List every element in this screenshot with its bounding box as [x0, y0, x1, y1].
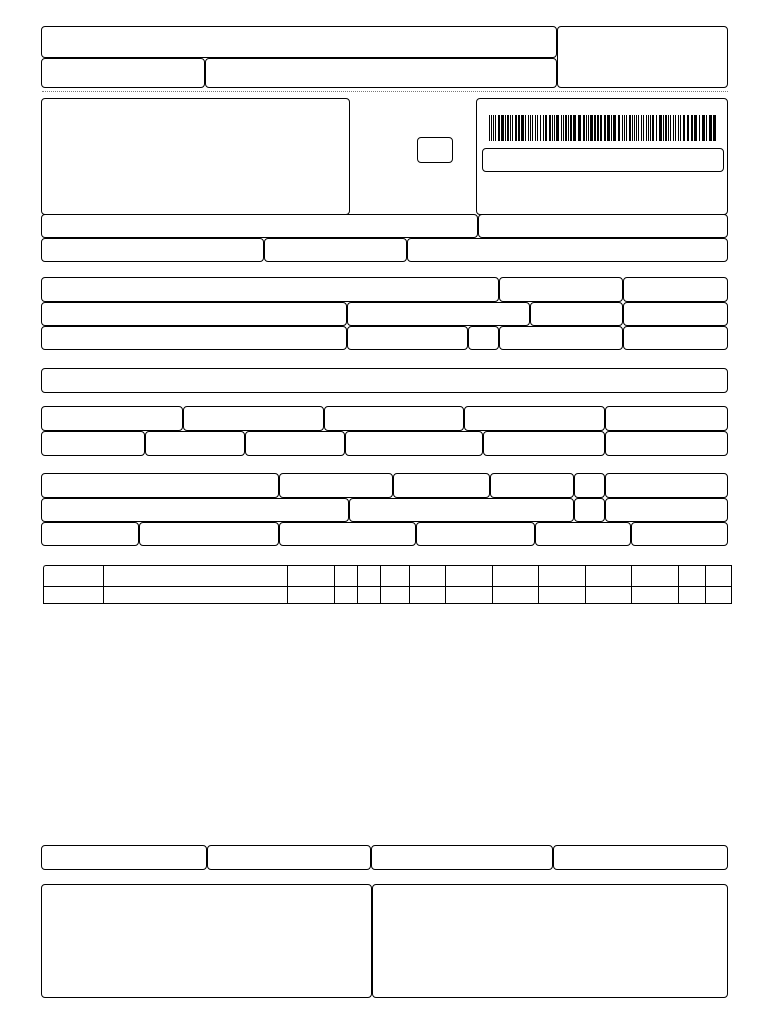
carrier-address-field [41, 498, 349, 522]
tax-base-field [41, 406, 183, 431]
items-table-header-cell [380, 565, 409, 586]
access-key-field [482, 148, 724, 172]
items-table-header-cell [103, 565, 287, 586]
carrier-tax-id-field [605, 473, 728, 498]
recipient-tax-id-field [499, 277, 623, 302]
antt-code-field [393, 473, 490, 498]
billing-field [41, 368, 728, 393]
items-table-cell [678, 586, 705, 603]
carrier-name-field [41, 473, 279, 498]
volume-brand-field [279, 522, 416, 546]
items-table-cell [380, 586, 409, 603]
tax-value-field [183, 406, 324, 431]
items-table-cell [538, 586, 585, 603]
invoice-total-field [605, 431, 728, 456]
items-table-header-cell [705, 565, 732, 586]
entry-exit-indicator-box [417, 137, 453, 163]
items-table-header-cell [334, 565, 357, 586]
freight-mode-field [279, 473, 393, 498]
discount-field [245, 431, 345, 456]
volume-species-field [139, 522, 279, 546]
fiscal-reserve-box [372, 884, 728, 998]
issue-date-field [623, 277, 728, 302]
header-field-number [557, 26, 728, 88]
recipient-name-field [41, 277, 499, 302]
complementary-info-box [41, 884, 372, 998]
items-table-header-cell [585, 565, 631, 586]
items-table [43, 565, 732, 605]
items-table-cell [43, 586, 103, 603]
other-expenses-field [345, 431, 483, 456]
items-table-header-cell [678, 565, 705, 586]
items-table-header-cell [43, 565, 103, 586]
cut-line-separator [42, 91, 728, 92]
items-table-header-cell [445, 565, 492, 586]
items-table-cell [409, 586, 445, 603]
exit-date-field [623, 302, 728, 326]
vehicle-plate-field [490, 473, 574, 498]
items-table-header-cell [409, 565, 445, 586]
cnpj-field [407, 238, 728, 262]
header-field-date [41, 58, 205, 88]
district-field [347, 302, 530, 326]
state-field [468, 326, 499, 350]
items-table-cell [705, 586, 732, 603]
items-table-cell [357, 586, 380, 603]
items-table-cell [631, 586, 678, 603]
postal-code-field [530, 302, 623, 326]
services-total-field [207, 845, 371, 870]
issqn-value-field [553, 845, 728, 870]
state-registration-field [41, 238, 264, 262]
items-table-header-cell [538, 565, 585, 586]
city-field [41, 326, 347, 350]
nature-of-operation-field [41, 214, 478, 238]
protocol-field [478, 214, 728, 238]
ipi-value-field [483, 431, 605, 456]
carrier-registration-field [605, 498, 728, 522]
items-table-cell [334, 586, 357, 603]
recipient-address-field [41, 302, 347, 326]
net-weight-field [631, 522, 728, 546]
header-field-signature [205, 58, 557, 88]
items-table-header-cell [357, 565, 380, 586]
products-total-field [605, 406, 728, 431]
items-table-header-cell [287, 565, 334, 586]
header-field-main [41, 26, 557, 58]
issqn-base-field [371, 845, 553, 870]
carrier-city-field [349, 498, 574, 522]
items-table-cell [103, 586, 287, 603]
items-table-header-cell [631, 565, 678, 586]
tax-value-st-field [464, 406, 605, 431]
recipient-registration-field [499, 326, 623, 350]
volume-numbering-field [416, 522, 535, 546]
exit-time-field [623, 326, 728, 350]
emitter-info-box [41, 98, 350, 215]
barcode-icon [489, 115, 716, 141]
items-table-cell [492, 586, 538, 603]
items-table-cell [287, 586, 334, 603]
vehicle-state-field [574, 473, 605, 498]
items-table-bottom-border [43, 603, 732, 604]
items-table-cell [585, 586, 631, 603]
tax-base-st-field [324, 406, 464, 431]
items-table-cell [445, 586, 492, 603]
items-table-header-cell [492, 565, 538, 586]
insurance-field [145, 431, 245, 456]
gross-weight-field [535, 522, 631, 546]
carrier-state-field [574, 498, 605, 522]
substitute-registration-field [264, 238, 407, 262]
freight-field [41, 431, 145, 456]
municipal-registration-field [41, 845, 207, 870]
phone-field [347, 326, 468, 350]
volume-quantity-field [41, 522, 139, 546]
